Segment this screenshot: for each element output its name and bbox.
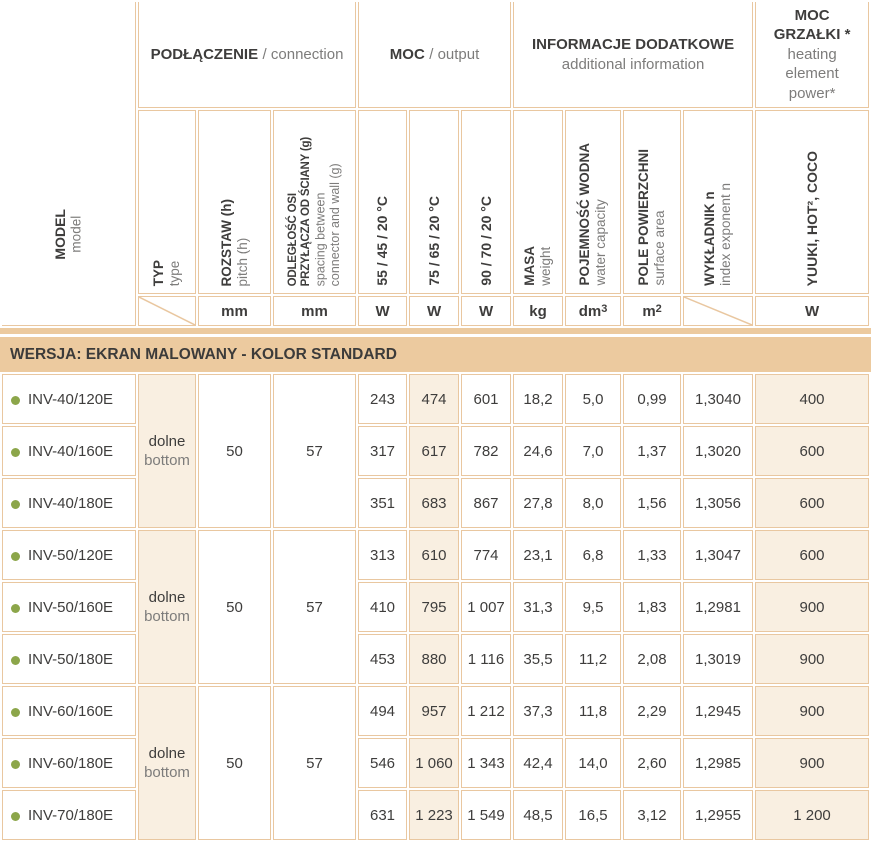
value-cell: 610	[409, 530, 459, 580]
pole-unit-sup: 2	[655, 302, 662, 315]
typ-subtitle: type	[167, 260, 182, 286]
model-cell	[2, 426, 136, 476]
spacing-cell: 57	[273, 686, 356, 840]
bullet-icon	[11, 604, 20, 613]
group-additional-title: INFORMACJE DODATKOWE	[531, 36, 735, 53]
value-cell: 1 200	[755, 790, 869, 840]
odleglosc-title-line1: ODLEGŁOŚĆ OSI	[286, 192, 299, 286]
value-cell: 1 060	[409, 738, 459, 788]
value-cell: 683	[409, 478, 459, 528]
table-row	[2, 530, 869, 580]
bullet-icon	[11, 656, 20, 665]
column-header-pole	[623, 110, 681, 294]
unit-cell-t55: W	[358, 296, 407, 326]
value-cell: 1,2985	[683, 738, 753, 788]
model-subtitle: model	[68, 215, 84, 253]
column-header-model	[2, 2, 136, 326]
unit-cell-rozstaw: mm	[198, 296, 271, 326]
odleglosc-sub-line1: spacing between	[313, 192, 328, 286]
column-header-typ	[138, 110, 196, 294]
value-cell: 1,83	[623, 582, 681, 632]
value-cell: 410	[358, 582, 407, 632]
unit-cell-pojemnosc	[565, 296, 621, 326]
typ-value-en: bottom	[144, 608, 190, 625]
value-cell: 1,3040	[683, 374, 753, 424]
odleglosc-title-line2: PRZYŁĄCZA OD ŚCIANY (g)	[300, 136, 313, 286]
value-cell: 14,0	[565, 738, 621, 788]
value-cell: 1 212	[461, 686, 511, 736]
wykladnik-title: WYKŁADNIK n	[702, 191, 718, 286]
column-header-odleglosc	[273, 110, 356, 294]
value-cell: 400	[755, 374, 869, 424]
value-cell: 37,3	[513, 686, 563, 736]
table-row	[2, 426, 869, 476]
value-cell: 867	[461, 478, 511, 528]
value-cell: 7,0	[565, 426, 621, 476]
value-cell: 900	[755, 738, 869, 788]
spec-table-body	[0, 372, 871, 842]
group-header-heating-element	[755, 2, 869, 108]
pitch-cell: 50	[198, 374, 271, 528]
value-cell: 317	[358, 426, 407, 476]
pojemnosc-unit-base: dm	[578, 302, 602, 320]
value-cell: 795	[409, 582, 459, 632]
model-header-wrap	[2, 143, 135, 325]
bullet-icon	[11, 760, 20, 769]
value-cell: 600	[755, 530, 869, 580]
heating-sub-line1: heating	[787, 45, 837, 63]
value-cell: 0,99	[623, 374, 681, 424]
unit-cell-odleglosc: mm	[273, 296, 356, 326]
value-cell: 1 343	[461, 738, 511, 788]
value-cell: 2,60	[623, 738, 681, 788]
value-cell: 313	[358, 530, 407, 580]
column-header-rozstaw	[198, 110, 271, 294]
value-cell: 9,5	[565, 582, 621, 632]
value-cell: 774	[461, 530, 511, 580]
model-name: INV-40/180E	[28, 494, 114, 512]
value-cell: 5,0	[565, 374, 621, 424]
value-cell: 1,2945	[683, 686, 753, 736]
typ-value-pl: dolne	[148, 744, 186, 762]
t90-title: 90 / 70 / 20 °C	[477, 196, 494, 286]
value-cell: 18,2	[513, 374, 563, 424]
model-name: INV-60/180E	[28, 754, 114, 772]
heating-title-line1: MOC	[794, 6, 830, 24]
model-cell	[2, 374, 136, 424]
t55-title: 55 / 45 / 20 °C	[374, 196, 391, 286]
unit-cell-masa: kg	[513, 296, 563, 326]
value-cell: 2,08	[623, 634, 681, 684]
value-cell: 601	[461, 374, 511, 424]
connection-type-cell	[138, 686, 196, 840]
value-cell: 1,56	[623, 478, 681, 528]
value-cell: 1,3056	[683, 478, 753, 528]
value-cell: 1,2981	[683, 582, 753, 632]
spec-table-header	[0, 0, 871, 328]
value-cell: 1 549	[461, 790, 511, 840]
diagonal-line-icon	[684, 297, 752, 325]
rozstaw-subtitle: pitch (h)	[234, 237, 250, 286]
connection-type-cell	[138, 374, 196, 528]
value-cell: 16,5	[565, 790, 621, 840]
column-header-grzalki-brands	[755, 110, 869, 294]
value-cell: 24,6	[513, 426, 563, 476]
model-header-text	[52, 209, 84, 260]
value-cell: 1,33	[623, 530, 681, 580]
value-cell: 243	[358, 374, 407, 424]
header-bottom-band	[0, 328, 871, 334]
masa-subtitle: weight	[538, 246, 554, 286]
masa-title: MASA	[522, 246, 538, 286]
value-cell: 42,4	[513, 738, 563, 788]
value-cell: 474	[409, 374, 459, 424]
typ-value-en: bottom	[144, 452, 190, 469]
model-cell	[2, 478, 136, 528]
pitch-cell: 50	[198, 530, 271, 684]
value-cell: 494	[358, 686, 407, 736]
section-title-bar: WERSJA: EKRAN MALOWANY - KOLOR STANDARD	[0, 337, 871, 372]
value-cell: 27,8	[513, 478, 563, 528]
group-output-subtitle: / output	[429, 45, 480, 63]
group-connection-subtitle: / connection	[262, 45, 344, 63]
value-cell: 1,3020	[683, 426, 753, 476]
value-cell: 880	[409, 634, 459, 684]
spacing-cell: 57	[273, 374, 356, 528]
column-header-wykladnik	[683, 110, 753, 294]
wykladnik-subtitle: index exponent n	[718, 183, 734, 286]
value-cell: 6,8	[565, 530, 621, 580]
unit-cell-wykladnik-diagonal	[683, 296, 753, 326]
pojemnosc-subtitle: water capacity	[593, 199, 609, 286]
heating-sub-line3: power*	[788, 84, 836, 102]
table-row	[2, 374, 869, 424]
spacing-cell: 57	[273, 530, 356, 684]
table-row	[2, 634, 869, 684]
model-name: INV-60/160E	[28, 702, 114, 720]
pole-unit-base: m	[642, 302, 656, 320]
typ-title: TYP	[151, 259, 167, 286]
value-cell: 600	[755, 426, 869, 476]
value-cell: 3,12	[623, 790, 681, 840]
group-output-title: MOC	[389, 45, 425, 63]
model-name: INV-40/120E	[28, 390, 114, 408]
value-cell: 351	[358, 478, 407, 528]
bullet-icon	[11, 500, 20, 509]
group-header-output	[358, 2, 511, 108]
connection-type-cell	[138, 530, 196, 684]
value-cell: 1 116	[461, 634, 511, 684]
value-cell: 600	[755, 478, 869, 528]
heating-sub-line2: element	[785, 65, 839, 83]
t75-title: 75 / 65 / 20 °C	[425, 196, 442, 286]
value-cell: 35,5	[513, 634, 563, 684]
column-header-90-70-20	[461, 110, 511, 294]
table-row	[2, 582, 869, 632]
value-cell: 1 223	[409, 790, 459, 840]
model-cell	[2, 634, 136, 684]
column-header-55-45-20	[358, 110, 407, 294]
value-cell: 1,3019	[683, 634, 753, 684]
column-header-75-65-20	[409, 110, 459, 294]
unit-cell-grzalki: W	[755, 296, 869, 326]
group-header-connection	[138, 2, 356, 108]
odleglosc-sub-line2: connector and wall (g)	[327, 163, 342, 286]
value-cell: 48,5	[513, 790, 563, 840]
bullet-icon	[11, 708, 20, 717]
value-cell: 957	[409, 686, 459, 736]
value-cell: 900	[755, 634, 869, 684]
value-cell: 1,37	[623, 426, 681, 476]
value-cell: 11,8	[565, 686, 621, 736]
group-additional-subtitle: additional information	[561, 55, 705, 73]
typ-value-en: bottom	[144, 764, 190, 781]
value-cell: 453	[358, 634, 407, 684]
bullet-icon	[11, 396, 20, 405]
value-cell: 2,29	[623, 686, 681, 736]
table-row	[2, 686, 869, 736]
group-header-additional	[513, 2, 753, 108]
value-cell: 631	[358, 790, 407, 840]
table-row	[2, 478, 869, 528]
model-name: INV-50/120E	[28, 546, 114, 564]
diagonal-line-icon	[139, 297, 195, 325]
pole-subtitle: surface area	[652, 210, 668, 286]
typ-value-pl: dolne	[148, 432, 186, 450]
value-cell: 8,0	[565, 478, 621, 528]
table-row	[2, 738, 869, 788]
value-cell: 1 007	[461, 582, 511, 632]
bullet-icon	[11, 812, 20, 821]
value-cell: 31,3	[513, 582, 563, 632]
pojemnosc-title: POJEMNOŚĆ WODNA	[577, 143, 593, 286]
value-cell: 1,2955	[683, 790, 753, 840]
header-group-row	[2, 2, 869, 108]
model-cell	[2, 582, 136, 632]
typ-value-pl: dolne	[148, 588, 186, 606]
column-header-masa	[513, 110, 563, 294]
model-name: INV-50/160E	[28, 598, 114, 616]
unit-cell-typ-diagonal	[138, 296, 196, 326]
value-cell: 1,3047	[683, 530, 753, 580]
value-cell: 546	[358, 738, 407, 788]
model-cell	[2, 530, 136, 580]
group-connection-title: PODŁĄCZENIE	[150, 45, 259, 63]
value-cell: 782	[461, 426, 511, 476]
model-name: INV-70/180E	[28, 806, 114, 824]
unit-cell-t75: W	[409, 296, 459, 326]
value-cell: 11,2	[565, 634, 621, 684]
value-cell: 23,1	[513, 530, 563, 580]
pole-title: POLE POWIERZCHNI	[636, 149, 652, 286]
model-name: INV-40/160E	[28, 442, 114, 460]
pojemnosc-unit-sup: 3	[601, 302, 608, 315]
column-header-pojemnosc	[565, 110, 621, 294]
rozstaw-title: ROZSTAW (h)	[218, 198, 234, 286]
model-title: MODEL	[52, 208, 69, 260]
bullet-icon	[11, 448, 20, 457]
value-cell: 900	[755, 686, 869, 736]
model-name: INV-50/180E	[28, 650, 114, 668]
model-cell	[2, 790, 136, 840]
model-cell	[2, 686, 136, 736]
grzalki-title: YUUKI, HOT², COCO	[803, 150, 820, 286]
unit-cell-t90: W	[461, 296, 511, 326]
model-cell	[2, 738, 136, 788]
unit-cell-pole	[623, 296, 681, 326]
value-cell: 617	[409, 426, 459, 476]
table-row	[2, 790, 869, 840]
value-cell: 900	[755, 582, 869, 632]
bullet-icon	[11, 552, 20, 561]
pitch-cell: 50	[198, 686, 271, 840]
heating-title-line2: GRZAŁKI *	[773, 26, 851, 44]
